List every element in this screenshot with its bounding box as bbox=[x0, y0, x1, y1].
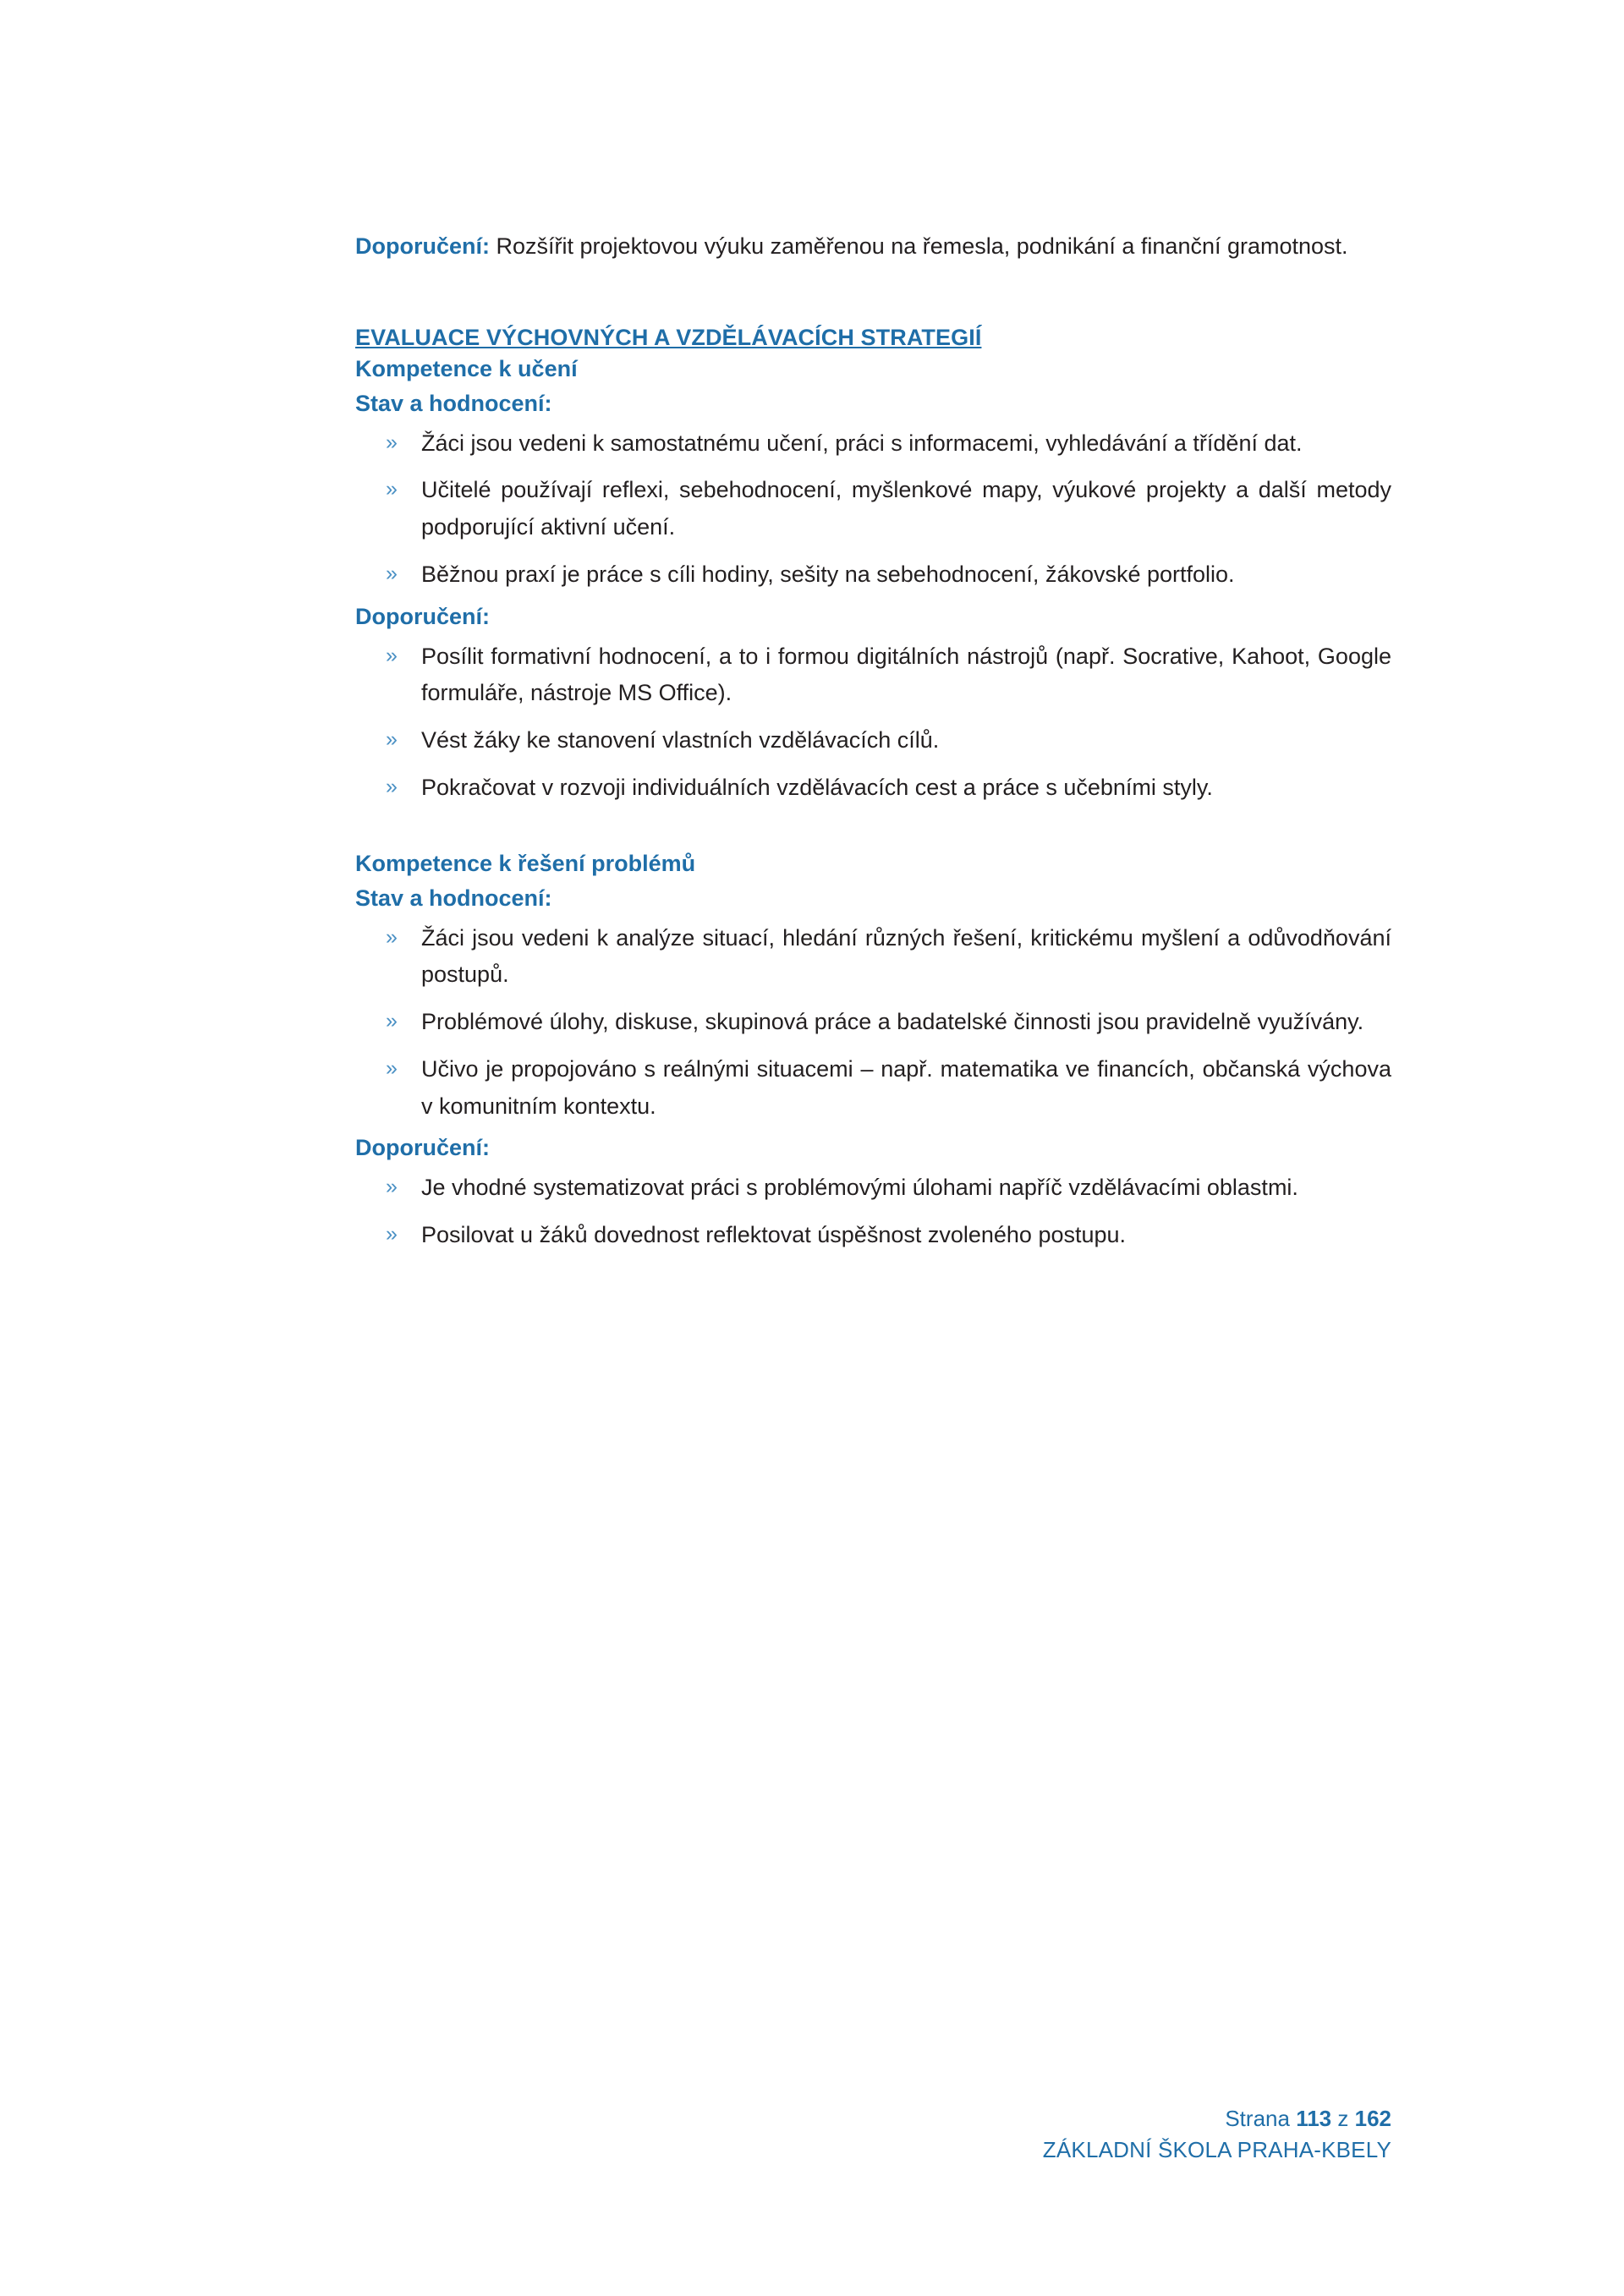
section-heading: EVALUACE VÝCHOVNÝCH A VZDĚLÁVACÍCH STRATEGIÍ bbox=[355, 324, 982, 350]
page-footer bbox=[355, 2106, 1391, 2163]
subsection-heading-kompetence-k-reseni-problemu: Kompetence k řešení problémů bbox=[355, 850, 696, 876]
bullet-icon: » bbox=[386, 477, 398, 501]
spacer bbox=[355, 271, 1391, 325]
recommendation-label-1: Doporučení: bbox=[355, 603, 490, 629]
bullet-icon: » bbox=[386, 430, 398, 454]
footer-page-total: 162 bbox=[1354, 2106, 1391, 2131]
intro-recommendation-paragraph bbox=[355, 228, 1391, 266]
list-item bbox=[355, 472, 1391, 545]
list-item bbox=[355, 1051, 1391, 1125]
footer-page-number: 113 bbox=[1296, 2106, 1332, 2131]
list-item bbox=[355, 1217, 1391, 1254]
bullet-icon: » bbox=[386, 727, 398, 752]
list-item bbox=[355, 722, 1391, 759]
list-item-text: Problémové úlohy, diskuse, skupinová práce a badatelské činnosti jsou pravidelně využívány. bbox=[421, 1009, 1364, 1035]
bullet-icon: » bbox=[386, 1055, 398, 1080]
recommendation-list-2 bbox=[355, 1170, 1391, 1253]
footer-page-prefix: Strana bbox=[1225, 2106, 1290, 2131]
list-item-text: Učivo je propojováno s reálnými situacemi – např. matematika ve financích, občanská výchova v komunitním kontextu. bbox=[421, 1055, 1391, 1119]
bullet-icon: » bbox=[386, 1009, 398, 1033]
list-item-text: Vést žáky ke stanovení vlastních vzdělávacích cílů. bbox=[421, 727, 940, 753]
list-item-text: Učitelé používají reflexi, sebehodnocení, myšlenkové mapy, výukové projekty a další metody podporující aktivní učení. bbox=[421, 477, 1391, 540]
recommendation-list-1 bbox=[355, 638, 1391, 807]
footer-page-indicator bbox=[355, 2106, 1391, 2132]
list-item bbox=[355, 556, 1391, 594]
recommendation-label-2: Doporučení: bbox=[355, 1135, 490, 1161]
spacer bbox=[355, 817, 1391, 851]
list-item bbox=[355, 425, 1391, 463]
intro-recommendation-label: Doporučení: bbox=[355, 233, 490, 259]
status-label-2: Stav a hodnocení: bbox=[355, 885, 552, 911]
status-label-1: Stav a hodnocení: bbox=[355, 390, 552, 416]
list-item-text: Žáci jsou vedeni k samostatnému učení, práci s informacemi, vyhledávání a třídění dat. bbox=[421, 430, 1303, 456]
bullet-icon: » bbox=[386, 643, 398, 667]
list-item bbox=[355, 1170, 1391, 1207]
list-item-text: Běžnou praxí je práce s cíli hodiny, sešity na sebehodnocení, žákovské portfolio. bbox=[421, 561, 1235, 587]
status-list-2 bbox=[355, 920, 1391, 1126]
bullet-icon: » bbox=[386, 924, 398, 949]
bullet-icon: » bbox=[386, 561, 398, 585]
list-item bbox=[355, 1004, 1391, 1041]
intro-recommendation-text: Rozšířit projektovou výuku zaměřenou na řemesla, podnikání a finanční gramotnost. bbox=[496, 233, 1348, 259]
page-content bbox=[355, 228, 1391, 1264]
bullet-icon: » bbox=[386, 774, 398, 798]
bullet-icon: » bbox=[386, 1222, 398, 1247]
list-item bbox=[355, 920, 1391, 994]
bullet-icon: » bbox=[386, 1175, 398, 1199]
list-item-text: Pokračovat v rozvoji individuálních vzdělávacích cest a práce s učebními styly. bbox=[421, 774, 1213, 800]
list-item-text: Posílit formativní hodnocení, a to i formou digitálních nástrojů (např. Socrative, Kahoot, Google formuláře, nástroje MS Office). bbox=[421, 643, 1391, 706]
footer-organization: ZÁKLADNÍ ŠKOLA PRAHA-KBELY bbox=[1042, 2137, 1391, 2162]
list-item bbox=[355, 638, 1391, 712]
list-item-text: Posilovat u žáků dovednost reflektovat úspěšnost zvoleného postupu. bbox=[421, 1222, 1127, 1248]
status-list-1 bbox=[355, 425, 1391, 594]
subsection-heading-kompetence-k-uceni: Kompetence k učení bbox=[355, 355, 578, 381]
footer-page-of: z bbox=[1337, 2106, 1349, 2131]
list-item-text: Žáci jsou vedeni k analýze situací, hledání různých řešení, kritickému myšlení a odůvodňování postupů. bbox=[421, 924, 1391, 988]
list-item-text: Je vhodné systematizovat práci s problémovými úlohami napříč vzdělávacími oblastmi. bbox=[421, 1175, 1298, 1201]
list-item bbox=[355, 770, 1391, 807]
